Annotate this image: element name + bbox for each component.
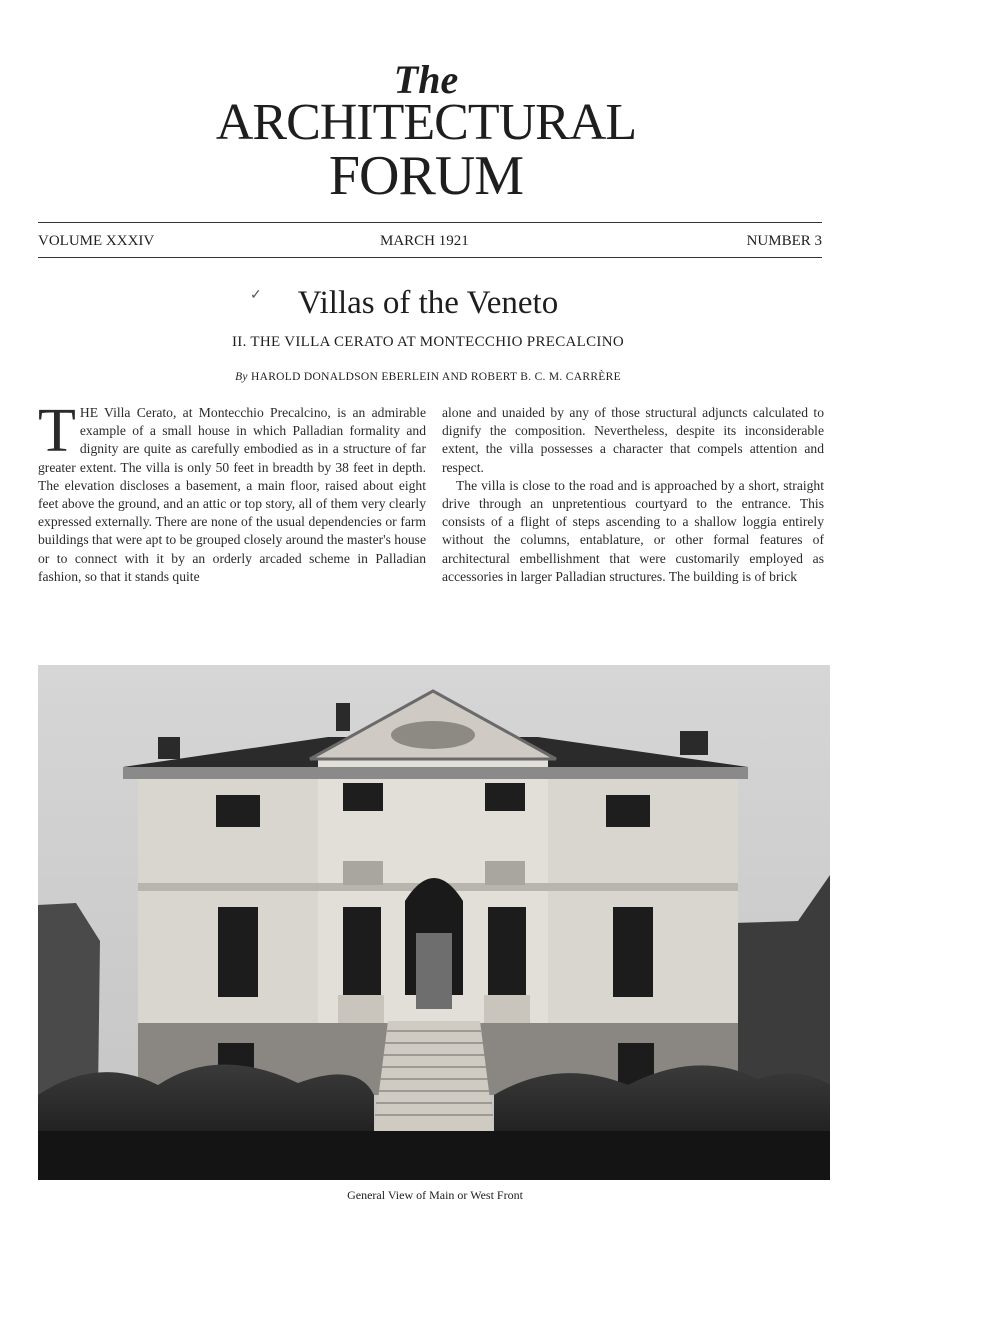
issue-date: MARCH 1921	[380, 233, 469, 249]
drop-cap: T	[38, 397, 76, 465]
villa-illustration	[38, 665, 830, 1180]
article-title: Villas of the Veneto	[297, 285, 559, 321]
text-column-right	[442, 404, 824, 586]
paragraph: alone and unaided by any of those structural adjuncts calculated to dignify the composition. Nevertheless, despite its inconsiderable extent, the villa possesses a character that compels attention and respect.	[442, 405, 824, 475]
masthead-title-line1: ARCHITECTURAL	[215, 94, 637, 151]
villa-photograph	[38, 665, 830, 1180]
ornament-mark: ✓	[250, 288, 262, 303]
issue-volume: VOLUME XXXIV	[38, 233, 155, 249]
paragraph: The villa is close to the road and is approached by a short, straight drive through an unpretentious courtyard to the entrance. This consists of a flight of steps ascending to a shallow loggia entirely without the columns, entablature, or other formal features of architectural embellishment that were customarily employed as accessories in larger Palladian structures. The building is of brick	[442, 477, 824, 584]
masthead-title-line2: FORUM	[328, 145, 524, 207]
rule-bottom	[38, 257, 822, 258]
figure-caption: General View of Main or West Front	[347, 1188, 523, 1202]
article-subtitle: II. THE VILLA CERATO AT MONTECCHIO PRECALCINO	[232, 334, 624, 350]
masthead-the: The	[393, 57, 459, 102]
text-column-left	[38, 397, 426, 586]
byline-authors: HAROLD DONALDSON EBERLEIN AND ROBERT B. C. M. CARRÈRE	[251, 371, 621, 383]
article-byline	[0, 370, 856, 384]
rule-top	[38, 222, 822, 223]
issue-number: NUMBER 3	[746, 233, 822, 249]
byline-prefix: By	[235, 371, 248, 383]
paragraph	[38, 397, 426, 586]
paragraph-text: HE Villa Cerato, at Montecchio Precalcino, is an admirable example of a small house in which Palladian formality and dignity are quite as carefully embodied as in a structure of far greater extent. The villa is only 50 feet in breadth by 38 feet in depth. The elevation discloses a basement, a main floor, raised about eight feet above the ground, and an attic or top story, all of them very clearly expressed externally. There are none of the usual dependencies or farm buildings that were apt to be grouped closely around the master's house or to connect with it by an orderly arcaded scheme in Palladian fashion, so that it stands quite	[38, 405, 426, 584]
